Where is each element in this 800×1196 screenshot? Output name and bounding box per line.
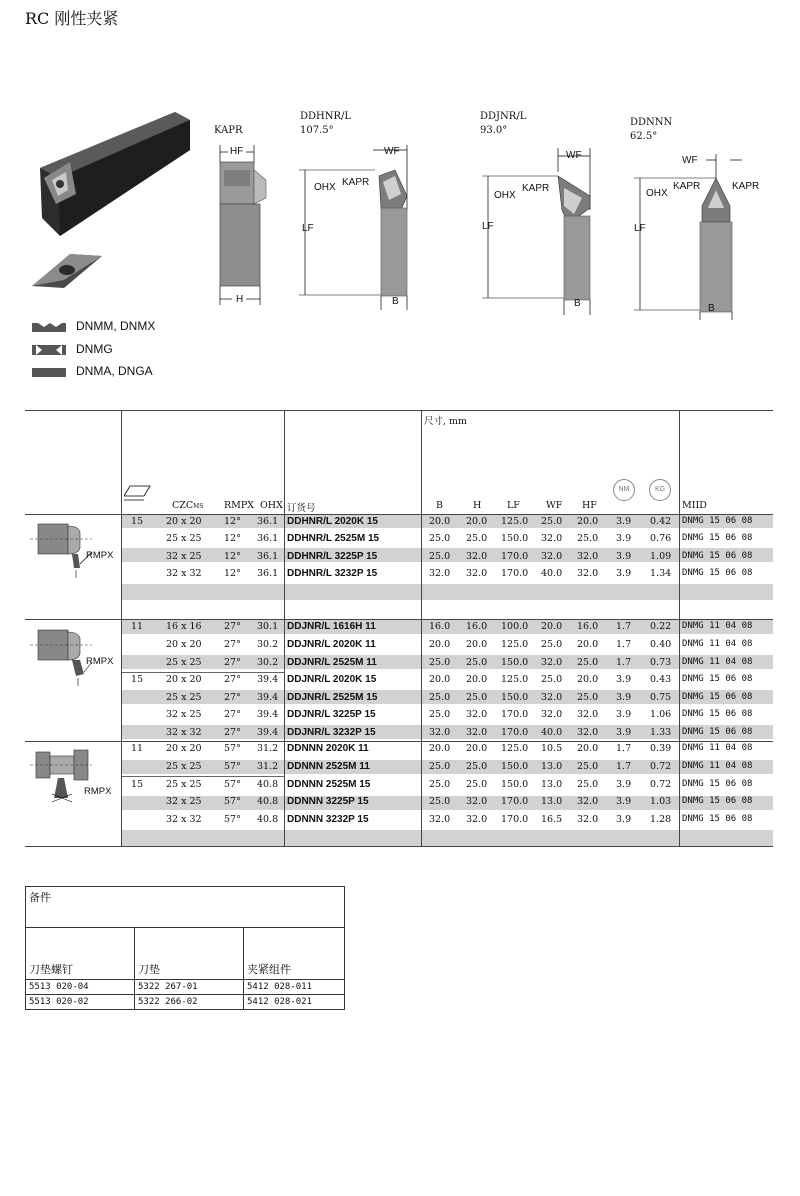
- cell-ohx: 36.1: [257, 533, 279, 544]
- dim-h-label: H: [236, 294, 244, 305]
- cell-order: DDJNR/L 3232P 15: [287, 727, 376, 738]
- cell-h: 32.0: [466, 814, 488, 825]
- insert-image: [30, 250, 105, 292]
- cell-b: 20.0: [429, 743, 451, 754]
- cell-nm: 3.9: [616, 516, 632, 527]
- col-b: B: [436, 500, 443, 511]
- dim-ohx-label-3: OHX: [646, 188, 668, 199]
- cell-hf: 32.0: [577, 709, 599, 720]
- cell-rmpx: 57°: [224, 761, 241, 772]
- dim-b-label-3: B: [708, 303, 715, 314]
- cell-ohx: 30.2: [257, 657, 279, 668]
- cell-miid: DNMG 15 06 08: [682, 779, 753, 789]
- shank-size-icon: [124, 484, 152, 502]
- cell-s: 11: [131, 621, 144, 632]
- cell-nm: 3.9: [616, 727, 632, 738]
- cell-nm: 3.9: [616, 551, 632, 562]
- cell-lf: 125.0: [501, 743, 529, 754]
- column-divider: [284, 410, 285, 846]
- table-bottom-rule: [25, 846, 773, 847]
- subgroup-rule: [122, 672, 285, 673]
- cell-nm: 3.9: [616, 568, 632, 579]
- cell-rmpx: 27°: [224, 727, 241, 738]
- cell-rmpx: 27°: [224, 709, 241, 720]
- cell-miid: DNMG 11 04 08: [682, 621, 753, 631]
- tool-holder-image: [30, 108, 195, 243]
- cell-h: 25.0: [466, 657, 488, 668]
- cell-czc: 25 x 25: [166, 657, 202, 668]
- cell-miid: DNMG 15 06 08: [682, 692, 753, 702]
- drawing-kapr-label: KAPR: [214, 125, 243, 136]
- cell-order: DDNNN 2525M 15: [287, 779, 371, 790]
- rmpx-label-3: RMPX: [84, 786, 112, 797]
- drawing-ddjnr: [478, 140, 603, 320]
- drawing-ddnnn-code: DDNNN: [630, 117, 673, 128]
- cell-rmpx: 27°: [224, 639, 241, 650]
- drawing-side-view: [214, 140, 286, 315]
- cell-kg: 1.06: [650, 709, 672, 720]
- cell-h: 20.0: [466, 639, 488, 650]
- cell-hf: 32.0: [577, 568, 599, 579]
- col-lf: LF: [507, 500, 520, 511]
- cell-b: 16.0: [429, 621, 451, 632]
- dim-wf-label-2: WF: [566, 150, 582, 161]
- dimension-header: 尺寸, mm: [424, 416, 468, 427]
- cell-miid: DNMG 11 04 08: [682, 639, 753, 649]
- cell-h: 32.0: [466, 568, 488, 579]
- cell-ohx: 36.1: [257, 516, 279, 527]
- cell-wf: 32.0: [541, 533, 563, 544]
- cell-kg: 0.40: [650, 639, 672, 650]
- cell-ohx: 31.2: [257, 761, 279, 772]
- cell-order: DDJNR/L 2020K 11: [287, 639, 376, 650]
- col-ohx: OHX: [260, 500, 283, 511]
- cell-wf: 25.0: [541, 639, 563, 650]
- cell-hf: 32.0: [577, 796, 599, 807]
- cell-order: DDNNN 2020K 11: [287, 743, 369, 754]
- insert-profile-icon: [32, 321, 66, 333]
- cell-b: 25.0: [429, 761, 451, 772]
- acc-row: [26, 980, 344, 995]
- cell-s: 11: [131, 743, 144, 754]
- column-divider: [679, 410, 680, 846]
- cell-b: 25.0: [429, 779, 451, 790]
- drawing-ddjnr-angle: 93.0°: [480, 125, 508, 136]
- cell-czc: 32 x 32: [166, 727, 202, 738]
- cell-lf: 150.0: [501, 533, 529, 544]
- cell-order: DDHNR/L 3232P 15: [287, 568, 378, 579]
- rmpx-label-2: RMPX: [86, 656, 114, 667]
- acc-col-shim: 刀垫: [135, 928, 244, 979]
- drawing-ddhnr-angle: 107.5°: [300, 125, 334, 136]
- cell-rmpx: 27°: [224, 692, 241, 703]
- dim-kapr-label-1: KAPR: [342, 177, 370, 188]
- cell-b: 25.0: [429, 551, 451, 562]
- drawing-ddjnr-code: DDJNR/L: [480, 111, 527, 122]
- row-band: [122, 584, 773, 600]
- acc-cell: 5513 020-04: [26, 980, 135, 994]
- col-czc: CZCMS: [172, 500, 204, 511]
- cell-wf: 16.5: [541, 814, 563, 825]
- cell-hf: 32.0: [577, 727, 599, 738]
- cell-lf: 170.0: [501, 727, 529, 738]
- legend-item: [32, 364, 153, 378]
- cell-lf: 125.0: [501, 639, 529, 650]
- cell-miid: DNMG 15 06 08: [682, 709, 753, 719]
- cell-h: 20.0: [466, 674, 488, 685]
- cell-order: DDJNR/L 3225P 15: [287, 709, 376, 720]
- dim-b-label-1: B: [392, 296, 399, 307]
- cell-nm: 3.9: [616, 779, 632, 790]
- dim-kapr-label-3b: KAPR: [732, 181, 760, 192]
- cell-b: 25.0: [429, 692, 451, 703]
- cell-czc: 25 x 25: [166, 761, 202, 772]
- column-divider: [421, 410, 422, 846]
- row-band: [122, 830, 773, 846]
- cell-order: DDHNR/L 2020K 15: [287, 516, 378, 527]
- cell-rmpx: 12°: [224, 533, 241, 544]
- cell-lf: 170.0: [501, 568, 529, 579]
- drawing-ddhnr-code: DDHNR/L: [300, 111, 352, 122]
- page-title: RC 刚性夹紧: [25, 9, 119, 28]
- cell-b: 25.0: [429, 796, 451, 807]
- cell-miid: DNMG 15 06 08: [682, 727, 753, 737]
- cell-czc: 20 x 20: [166, 516, 202, 527]
- cell-nm: 3.9: [616, 674, 632, 685]
- cell-hf: 32.0: [577, 814, 599, 825]
- cell-kg: 0.39: [650, 743, 672, 754]
- cell-h: 32.0: [466, 727, 488, 738]
- cell-lf: 100.0: [501, 621, 529, 632]
- cell-czc: 16 x 16: [166, 621, 202, 632]
- cell-kg: 0.75: [650, 692, 672, 703]
- cell-rmpx: 57°: [224, 779, 241, 790]
- cell-b: 25.0: [429, 533, 451, 544]
- cell-b: 32.0: [429, 568, 451, 579]
- cell-kg: 0.22: [650, 621, 672, 632]
- cell-b: 25.0: [429, 657, 451, 668]
- cell-rmpx: 27°: [224, 657, 241, 668]
- cell-czc: 32 x 32: [166, 568, 202, 579]
- cell-hf: 20.0: [577, 639, 599, 650]
- col-miid: MIID: [682, 500, 707, 511]
- cell-b: 32.0: [429, 727, 451, 738]
- accessories-header: [26, 928, 344, 980]
- cell-ohx: 39.4: [257, 709, 279, 720]
- cell-order: DDNNN 2525M 11: [287, 761, 370, 772]
- cell-miid: DNMG 15 06 08: [682, 533, 753, 543]
- cell-lf: 150.0: [501, 779, 529, 790]
- cell-nm: 3.9: [616, 692, 632, 703]
- group-rule: [25, 741, 773, 742]
- cell-wf: 13.0: [541, 779, 563, 790]
- cell-ohx: 36.1: [257, 568, 279, 579]
- acc-col-clamp-set: 夹紧组件: [247, 963, 291, 976]
- acc-cell: 5513 020-02: [26, 995, 135, 1009]
- cell-order: DDJNR/L 2525M 11: [287, 657, 377, 668]
- drawing-ddnnn: [630, 150, 780, 325]
- cell-nm: 1.7: [616, 621, 632, 632]
- cell-rmpx: 57°: [224, 796, 241, 807]
- cell-kg: 1.34: [650, 568, 672, 579]
- cell-s: 15: [131, 674, 144, 685]
- cell-wf: 25.0: [541, 516, 563, 527]
- cell-lf: 150.0: [501, 761, 529, 772]
- cell-ohx: 40.8: [257, 779, 279, 790]
- cell-ohx: 39.4: [257, 692, 279, 703]
- cell-hf: 20.0: [577, 743, 599, 754]
- cell-wf: 25.0: [541, 674, 563, 685]
- cell-czc: 20 x 20: [166, 674, 202, 685]
- cell-wf: 13.0: [541, 761, 563, 772]
- cell-czc: 32 x 25: [166, 796, 202, 807]
- cell-miid: DNMG 15 06 08: [682, 796, 753, 806]
- cell-hf: 25.0: [577, 533, 599, 544]
- cell-wf: 13.0: [541, 796, 563, 807]
- cell-rmpx: 12°: [224, 516, 241, 527]
- cell-kg: 0.43: [650, 674, 672, 685]
- cell-miid: DNMG 11 04 08: [682, 761, 753, 771]
- ddhnr-operation-icon: [30, 518, 120, 580]
- cell-miid: DNMG 15 06 08: [682, 551, 753, 561]
- dim-ohx-label-2: OHX: [494, 190, 516, 201]
- acc-cell: 5322 267-01: [135, 980, 244, 994]
- cell-miid: DNMG 15 06 08: [682, 814, 753, 824]
- table-top-rule: [25, 410, 773, 411]
- cell-lf: 150.0: [501, 692, 529, 703]
- cell-hf: 25.0: [577, 692, 599, 703]
- cell-nm: 1.7: [616, 761, 632, 772]
- cell-lf: 125.0: [501, 674, 529, 685]
- cell-ohx: 40.8: [257, 796, 279, 807]
- cell-kg: 0.42: [650, 516, 672, 527]
- column-divider: [121, 410, 122, 846]
- cell-rmpx: 27°: [224, 621, 241, 632]
- dim-lf-label-3: LF: [634, 223, 646, 234]
- cell-h: 20.0: [466, 743, 488, 754]
- cell-order: DDNNN 3232P 15: [287, 814, 369, 825]
- header-rule: [25, 514, 773, 515]
- cell-czc: 32 x 32: [166, 814, 202, 825]
- dim-b-label-2: B: [574, 298, 581, 309]
- subgroup-rule: [122, 776, 285, 777]
- ddjnr-operation-icon: [30, 624, 120, 686]
- cell-czc: 20 x 20: [166, 639, 202, 650]
- dim-wf-label-3: WF: [682, 155, 698, 166]
- cell-wf: 32.0: [541, 551, 563, 562]
- insert-profile-icon: [32, 344, 66, 356]
- kg-icon: KG: [649, 479, 671, 501]
- cell-wf: 20.0: [541, 621, 563, 632]
- cell-lf: 170.0: [501, 796, 529, 807]
- acc-cell: 5412 028-011: [247, 982, 313, 992]
- cell-h: 25.0: [466, 533, 488, 544]
- cell-b: 32.0: [429, 814, 451, 825]
- acc-col-shim-screw: 刀垫螺钉: [26, 928, 135, 979]
- cell-czc: 25 x 25: [166, 779, 202, 790]
- cell-order: DDJNR/L 2020K 15: [287, 674, 377, 685]
- cell-hf: 16.0: [577, 621, 599, 632]
- cell-ohx: 40.8: [257, 814, 279, 825]
- cell-rmpx: 57°: [224, 814, 241, 825]
- cell-h: 32.0: [466, 796, 488, 807]
- cell-h: 32.0: [466, 551, 488, 562]
- cell-hf: 20.0: [577, 674, 599, 685]
- cell-kg: 1.28: [650, 814, 672, 825]
- cell-wf: 40.0: [541, 727, 563, 738]
- dim-lf-label-1: LF: [302, 223, 314, 234]
- cell-ohx: 36.1: [257, 551, 279, 562]
- cell-kg: 0.72: [650, 761, 672, 772]
- cell-h: 25.0: [466, 761, 488, 772]
- insert-profile-icon: [32, 366, 66, 378]
- cell-nm: 3.9: [616, 814, 632, 825]
- cell-nm: 3.9: [616, 533, 632, 544]
- drawing-ddnnn-angle: 62.5°: [630, 131, 658, 142]
- cell-czc: 25 x 25: [166, 533, 202, 544]
- cell-h: 32.0: [466, 709, 488, 720]
- col-h: H: [473, 500, 482, 511]
- cell-nm: 3.9: [616, 796, 632, 807]
- cell-lf: 170.0: [501, 551, 529, 562]
- nm-icon: NM: [613, 479, 635, 501]
- cell-nm: 1.7: [616, 743, 632, 754]
- cell-kg: 0.76: [650, 533, 672, 544]
- cell-czc: 20 x 20: [166, 743, 202, 754]
- cell-b: 25.0: [429, 709, 451, 720]
- group-rule: [25, 619, 773, 620]
- cell-order: DDNNN 3225P 15: [287, 796, 369, 807]
- cell-lf: 150.0: [501, 657, 529, 668]
- dim-kapr-label-3a: KAPR: [673, 181, 701, 192]
- cell-h: 25.0: [466, 779, 488, 790]
- cell-kg: 0.72: [650, 779, 672, 790]
- cell-order: DDHNR/L 3225P 15: [287, 551, 378, 562]
- cell-miid: DNMG 11 04 08: [682, 657, 753, 667]
- cell-wf: 40.0: [541, 568, 563, 579]
- cell-miid: DNMG 11 04 08: [682, 743, 753, 753]
- dim-kapr-label-2: KAPR: [522, 183, 550, 194]
- cell-kg: 1.09: [650, 551, 672, 562]
- dim-hf-label: HF: [230, 146, 244, 157]
- legend-label: DNMG: [76, 342, 113, 356]
- cell-wf: 32.0: [541, 709, 563, 720]
- cell-ohx: 30.1: [257, 621, 279, 632]
- col-hf: HF: [582, 500, 597, 511]
- cell-nm: 3.9: [616, 709, 632, 720]
- cell-miid: DNMG 15 06 08: [682, 674, 753, 684]
- cell-hf: 25.0: [577, 779, 599, 790]
- cell-hf: 32.0: [577, 551, 599, 562]
- cell-nm: 1.7: [616, 657, 632, 668]
- cell-order: DDJNR/L 1616H 11: [287, 621, 376, 632]
- cell-order: DDHNR/L 2525M 15: [287, 533, 380, 544]
- cell-b: 20.0: [429, 516, 451, 527]
- cell-ohx: 30.2: [257, 639, 279, 650]
- acc-cell: 5412 028-021: [247, 997, 313, 1007]
- cell-ohx: 39.4: [257, 674, 279, 685]
- dim-lf-label-2: LF: [482, 221, 494, 232]
- cell-rmpx: 12°: [224, 551, 241, 562]
- cell-rmpx: 27°: [224, 674, 241, 685]
- legend-label: DNMA, DNGA: [76, 364, 153, 378]
- cell-b: 20.0: [429, 674, 451, 685]
- dim-ohx-label-1: OHX: [314, 182, 336, 193]
- cell-wf: 10.5: [541, 743, 563, 754]
- cell-kg: 1.03: [650, 796, 672, 807]
- cell-order: DDJNR/L 2525M 15: [287, 692, 378, 703]
- cell-lf: 170.0: [501, 709, 529, 720]
- cell-wf: 32.0: [541, 657, 563, 668]
- legend-item: [32, 319, 155, 333]
- cell-h: 20.0: [466, 516, 488, 527]
- cell-kg: 1.33: [650, 727, 672, 738]
- cell-kg: 0.73: [650, 657, 672, 668]
- cell-s: 15: [131, 516, 144, 527]
- cell-wf: 32.0: [541, 692, 563, 703]
- rmpx-label-1: RMPX: [86, 550, 114, 561]
- accessories-table: [25, 886, 345, 1010]
- col-rmpx: RMPX: [224, 500, 255, 511]
- col-wf: WF: [546, 500, 563, 511]
- cell-miid: DNMG 15 06 08: [682, 516, 753, 526]
- cell-rmpx: 57°: [224, 743, 241, 754]
- cell-hf: 20.0: [577, 516, 599, 527]
- cell-s: 15: [131, 779, 144, 790]
- legend-label: DNMM, DNMX: [76, 319, 156, 333]
- cell-czc: 32 x 25: [166, 709, 202, 720]
- cell-hf: 25.0: [577, 657, 599, 668]
- legend-item: [32, 342, 113, 356]
- cell-czc: 32 x 25: [166, 551, 202, 562]
- accessories-title: 备件: [26, 887, 344, 928]
- cell-miid: DNMG 15 06 08: [682, 568, 753, 578]
- cell-czc: 25 x 25: [166, 692, 202, 703]
- acc-cell: 5322 266-02: [135, 995, 244, 1009]
- cell-lf: 125.0: [501, 516, 529, 527]
- cell-b: 20.0: [429, 639, 451, 650]
- cell-h: 25.0: [466, 692, 488, 703]
- col-order: 订货号: [287, 503, 316, 514]
- cell-rmpx: 12°: [224, 568, 241, 579]
- cell-ohx: 39.4: [257, 727, 279, 738]
- dim-wf-label-1: WF: [384, 146, 400, 157]
- acc-row: [26, 995, 344, 1009]
- cell-lf: 170.0: [501, 814, 529, 825]
- cell-h: 16.0: [466, 621, 488, 632]
- cell-nm: 1.7: [616, 639, 632, 650]
- cell-ohx: 31.2: [257, 743, 279, 754]
- cell-hf: 25.0: [577, 761, 599, 772]
